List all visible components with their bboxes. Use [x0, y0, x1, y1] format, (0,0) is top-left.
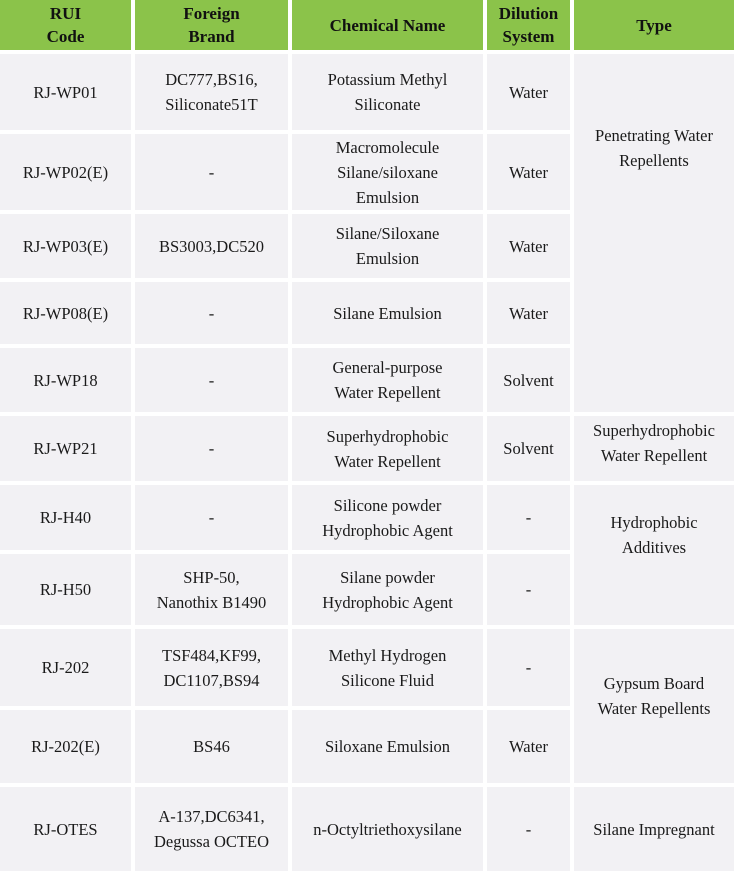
cell-code: RJ-WP01: [0, 54, 131, 130]
cell-chemical: Silane/Siloxane Emulsion: [292, 214, 483, 278]
cell-code: RJ-H40: [0, 485, 131, 550]
header-rui-code: RUI Code: [0, 0, 131, 50]
cell-chemical: Macromolecule Silane/siloxane Emulsion: [292, 134, 483, 210]
cell-brand: BS3003,DC520: [135, 214, 288, 278]
cell-code: RJ-WP08(E): [0, 282, 131, 344]
cell-dilution: Solvent: [487, 348, 570, 412]
cell-brand: -: [135, 416, 288, 481]
cell-code: RJ-OTES: [0, 787, 131, 871]
cell-code: RJ-H50: [0, 554, 131, 625]
cell-dilution: Water: [487, 282, 570, 344]
cell-brand: -: [135, 348, 288, 412]
cell-type-hydrophobic-additives: Hydrophobic Additives: [574, 485, 734, 625]
header-type: Type: [574, 0, 734, 50]
cell-type-superhydrophobic: Superhydrophobic Water Repellent: [574, 416, 734, 481]
cell-dilution: Water: [487, 710, 570, 783]
cell-chemical: General-purpose Water Repellent: [292, 348, 483, 412]
cell-chemical: Silicone powder Hydrophobic Agent: [292, 485, 483, 550]
cell-chemical: Silane powder Hydrophobic Agent: [292, 554, 483, 625]
cell-type-silane-impregnant: Silane Impregnant: [574, 787, 734, 871]
cell-brand: -: [135, 282, 288, 344]
cell-brand: TSF484,KF99, DC1107,BS94: [135, 629, 288, 706]
cell-chemical: Potassium Methyl Siliconate: [292, 54, 483, 130]
cell-chemical: Siloxane Emulsion: [292, 710, 483, 783]
header-foreign-brand: Foreign Brand: [135, 0, 288, 50]
cell-code: RJ-202: [0, 629, 131, 706]
cell-brand: -: [135, 485, 288, 550]
header-chemical-name: Chemical Name: [292, 0, 483, 50]
cell-dilution: Water: [487, 54, 570, 130]
cell-brand: A-137,DC6341, Degussa OCTEO: [135, 787, 288, 871]
cell-dilution: -: [487, 554, 570, 625]
cell-chemical: n-Octyltriethoxysilane: [292, 787, 483, 871]
header-dilution-system: Dilution System: [487, 0, 570, 50]
cell-brand: SHP-50, Nanothix B1490: [135, 554, 288, 625]
cell-code: RJ-WP21: [0, 416, 131, 481]
cell-dilution: Solvent: [487, 416, 570, 481]
cell-dilution: Water: [487, 214, 570, 278]
cell-code: RJ-202(E): [0, 710, 131, 783]
cell-chemical: Methyl Hydrogen Silicone Fluid: [292, 629, 483, 706]
cell-code: RJ-WP03(E): [0, 214, 131, 278]
cell-dilution: Water: [487, 134, 570, 210]
cell-chemical: Silane Emulsion: [292, 282, 483, 344]
cell-dilution: -: [487, 629, 570, 706]
cell-chemical: Superhydrophobic Water Repellent: [292, 416, 483, 481]
cell-brand: DC777,BS16, Siliconate51T: [135, 54, 288, 130]
cell-dilution: -: [487, 787, 570, 871]
cell-type-penetrating: Penetrating Water Repellents: [574, 54, 734, 412]
cell-brand: -: [135, 134, 288, 210]
cell-code: RJ-WP02(E): [0, 134, 131, 210]
cell-code: RJ-WP18: [0, 348, 131, 412]
cell-dilution: -: [487, 485, 570, 550]
cell-type-gypsum: Gypsum Board Water Repellents: [574, 629, 734, 783]
cell-brand: BS46: [135, 710, 288, 783]
